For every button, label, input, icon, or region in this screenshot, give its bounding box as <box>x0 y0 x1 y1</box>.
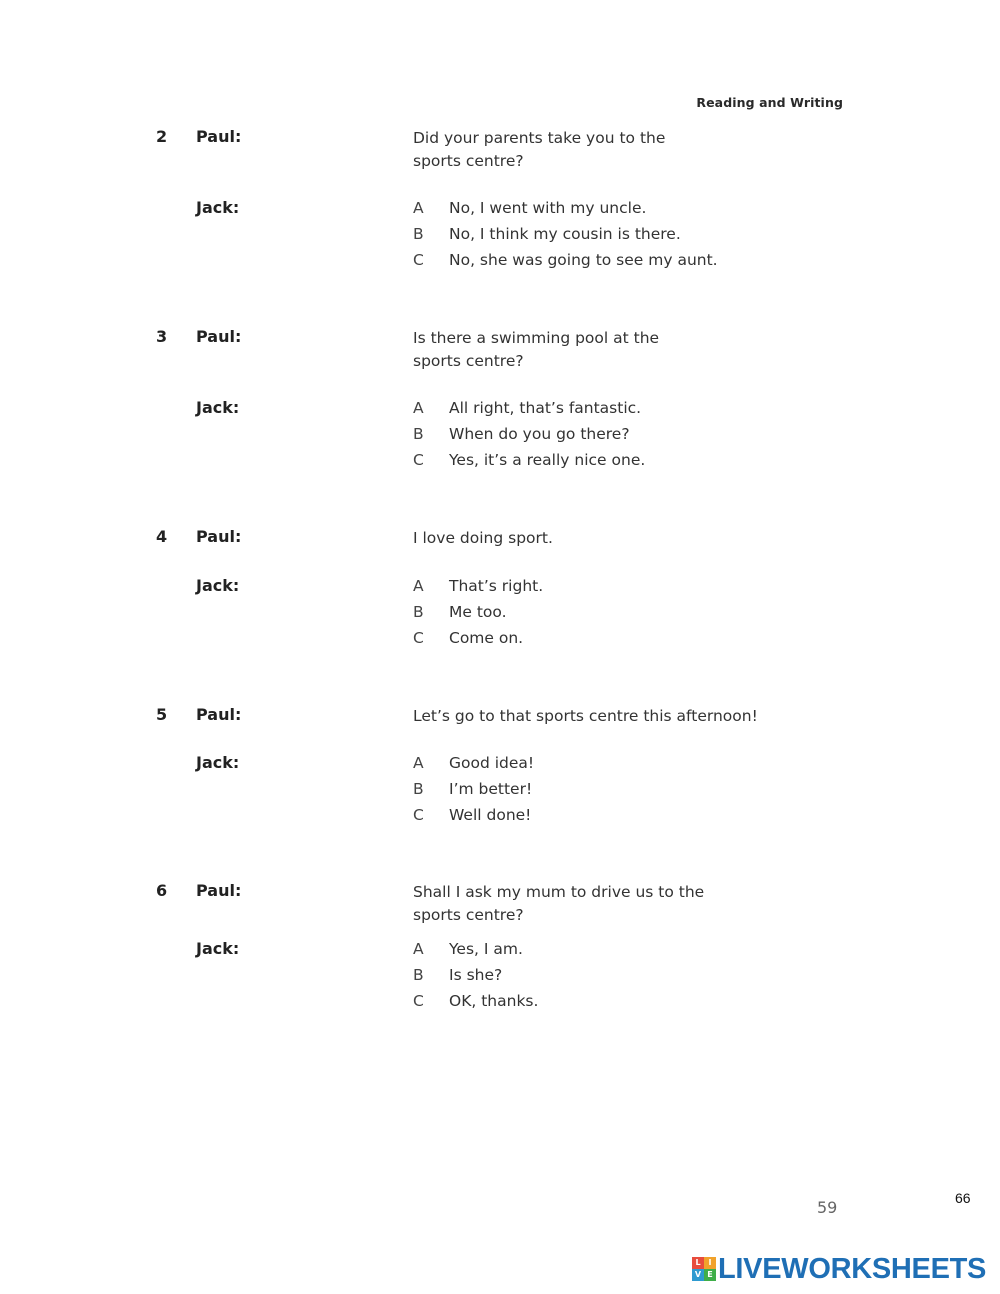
speaker-paul-label: Paul: <box>196 127 242 146</box>
prompt-line: Is there a swimming pool at the <box>413 329 660 347</box>
page-number: 59 <box>817 1198 838 1217</box>
speaker-jack-label: Jack: <box>196 939 240 958</box>
speaker-paul-label: Paul: <box>196 327 242 346</box>
speaker-jack-label: Jack: <box>196 398 240 417</box>
paul-prompt <box>413 127 743 173</box>
prompt-line: Shall I ask my mum to drive us to the <box>413 883 705 901</box>
answer-option-a[interactable]: A All right, that’s fantastic. <box>413 399 642 417</box>
prompt-line: I love doing sport. <box>413 529 553 547</box>
answer-options <box>413 750 534 828</box>
answer-option-c[interactable]: C OK, thanks. <box>413 992 539 1010</box>
answer-option-c[interactable]: C Come on. <box>413 629 524 647</box>
speaker-jack-label: Jack: <box>196 198 240 217</box>
liveworksheets-brand <box>692 1253 986 1285</box>
speaker-jack-label: Jack: <box>196 576 240 595</box>
answer-option-b[interactable]: B Me too. <box>413 603 507 621</box>
logo-letter-i: I <box>704 1257 716 1269</box>
answer-option-a[interactable]: A Yes, I am. <box>413 940 523 958</box>
paul-prompt <box>413 527 743 550</box>
liveworksheets-logo-icon <box>692 1257 716 1281</box>
answer-options <box>413 936 538 1014</box>
paul-prompt <box>413 327 743 373</box>
answer-option-a[interactable]: A Good idea! <box>413 754 535 772</box>
speaker-paul-label: Paul: <box>196 705 242 724</box>
answer-option-b[interactable]: B When do you go there? <box>413 425 630 443</box>
speaker-paul-label: Paul: <box>196 527 242 546</box>
answer-option-a[interactable]: A No, I went with my uncle. <box>413 199 647 217</box>
answer-option-b[interactable]: B Is she? <box>413 966 503 984</box>
logo-letter-l: L <box>692 1257 704 1269</box>
question-number: 3 <box>156 327 168 346</box>
question-number: 4 <box>156 527 168 546</box>
answer-options <box>413 395 645 473</box>
answer-options <box>413 573 543 651</box>
paul-prompt <box>413 705 793 728</box>
page-header-title: Reading and Writing <box>696 95 843 110</box>
question-number: 2 <box>156 127 168 146</box>
prompt-line: Did your parents take you to the <box>413 129 666 147</box>
answer-option-c[interactable]: C No, she was going to see my aunt. <box>413 251 718 269</box>
question-number: 5 <box>156 705 168 724</box>
brand-name: LIVEWORKSHEETS <box>718 1252 987 1285</box>
question-number: 6 <box>156 881 168 900</box>
paul-prompt <box>413 881 743 927</box>
speaker-paul-label: Paul: <box>196 881 242 900</box>
prompt-line: sports centre? <box>413 152 524 170</box>
answer-option-b[interactable]: B No, I think my cousin is there. <box>413 225 681 243</box>
answer-option-b[interactable]: B I’m better! <box>413 780 533 798</box>
prompt-line: sports centre? <box>413 906 524 924</box>
speaker-jack-label: Jack: <box>196 753 240 772</box>
answer-option-a[interactable]: A That’s right. <box>413 577 544 595</box>
logo-letter-e: E <box>704 1269 716 1281</box>
answer-options <box>413 195 718 273</box>
prompt-line: sports centre? <box>413 352 524 370</box>
answer-option-c[interactable]: C Yes, it’s a really nice one. <box>413 451 646 469</box>
prompt-line: Let’s go to that sports centre this afternoon! <box>413 707 758 725</box>
answer-option-c[interactable]: C Well done! <box>413 806 532 824</box>
logo-letter-v: V <box>692 1269 704 1281</box>
sheet-number: 66 <box>955 1190 971 1206</box>
